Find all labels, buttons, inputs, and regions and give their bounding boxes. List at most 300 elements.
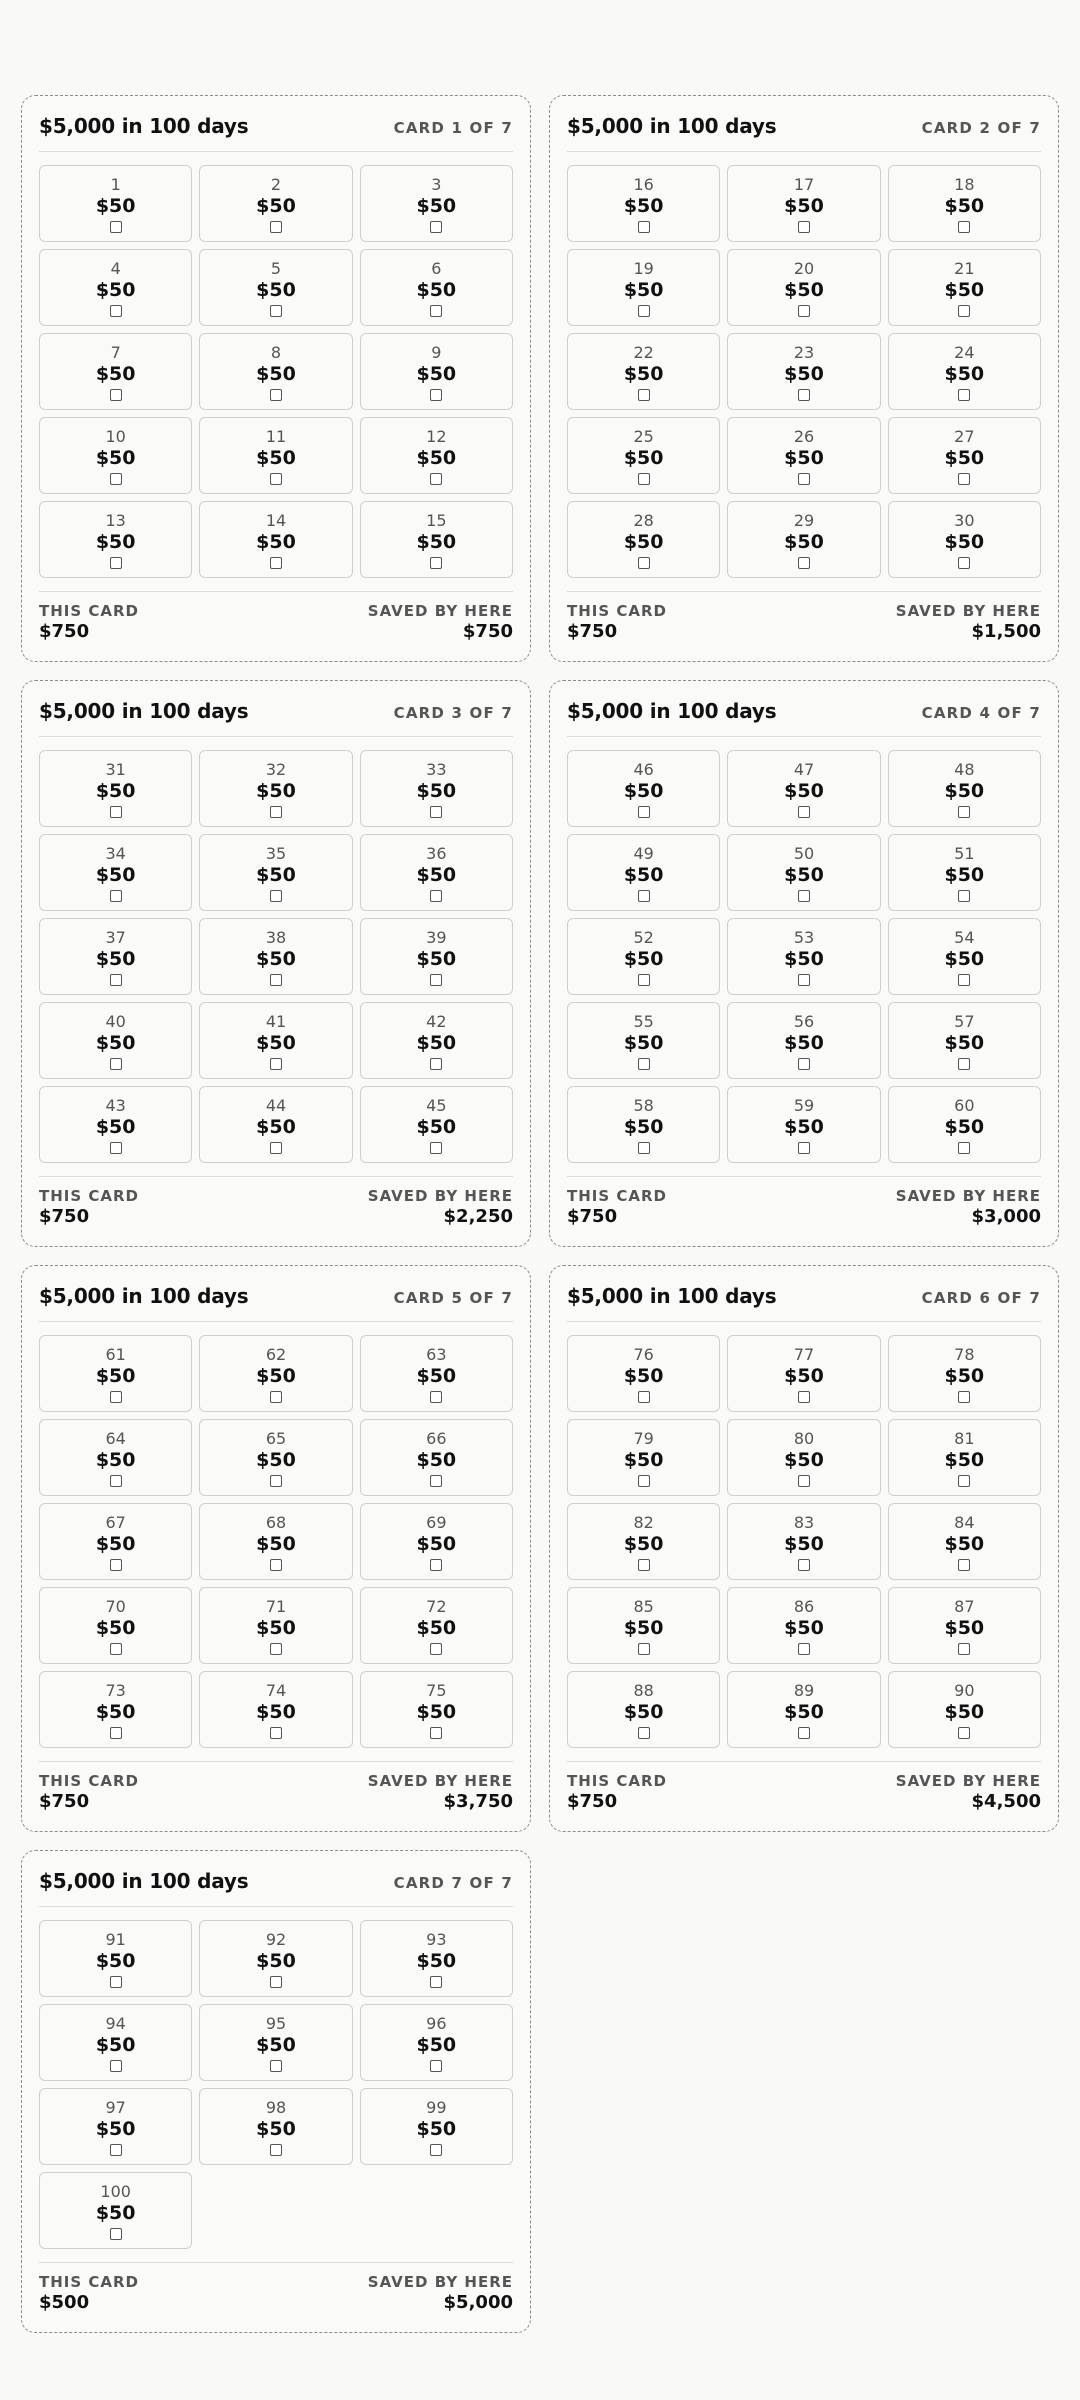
- this-card-label: THIS CARD: [567, 1772, 668, 1790]
- day-checkbox[interactable]: [958, 890, 970, 902]
- day-cell[interactable]: [360, 417, 513, 494]
- day-cell[interactable]: [199, 1920, 352, 1997]
- day-cell[interactable]: [888, 501, 1041, 578]
- day-cell[interactable]: [727, 1419, 880, 1496]
- day-cell[interactable]: [727, 333, 880, 410]
- day-checkbox[interactable]: [270, 1475, 282, 1487]
- day-cell[interactable]: [199, 501, 352, 578]
- day-checkbox[interactable]: [110, 305, 122, 317]
- day-cell[interactable]: [360, 1002, 513, 1079]
- day-cell[interactable]: [567, 750, 720, 827]
- day-grid: [39, 1335, 513, 1748]
- day-cell[interactable]: [360, 1419, 513, 1496]
- day-cell[interactable]: [567, 1587, 720, 1664]
- day-number: 34: [105, 843, 126, 863]
- day-checkbox[interactable]: [958, 1475, 970, 1487]
- day-amount: $50: [416, 1448, 457, 1471]
- day-number: 50: [793, 843, 815, 863]
- day-cell[interactable]: [360, 501, 513, 578]
- card-title: $5,000 in 100 days: [39, 1869, 249, 1893]
- day-checkbox[interactable]: [110, 1727, 122, 1739]
- day-cell[interactable]: [888, 1671, 1041, 1748]
- saved-by-here-value: $5,000: [443, 2292, 513, 2313]
- day-cell[interactable]: [360, 333, 513, 410]
- day-number: 86: [793, 1596, 815, 1616]
- day-cell[interactable]: [888, 1335, 1041, 1412]
- day-cell[interactable]: [888, 249, 1041, 326]
- day-cell[interactable]: [727, 1503, 880, 1580]
- day-checkbox[interactable]: [430, 1391, 442, 1403]
- day-amount: $50: [784, 362, 824, 385]
- day-cell[interactable]: [888, 1503, 1041, 1580]
- day-cell[interactable]: [360, 1335, 513, 1412]
- card-number-label: CARD 5 OF 7: [393, 1289, 513, 1307]
- day-cell[interactable]: [567, 333, 720, 410]
- day-checkbox[interactable]: [430, 473, 442, 485]
- day-checkbox[interactable]: [958, 1559, 970, 1571]
- day-cell[interactable]: [727, 1671, 880, 1748]
- day-checkbox[interactable]: [798, 974, 810, 986]
- this-card-total: [567, 1771, 667, 1813]
- card-header: [39, 1284, 513, 1322]
- day-cell[interactable]: [360, 1086, 513, 1163]
- day-cell[interactable]: [727, 1086, 880, 1163]
- day-checkbox[interactable]: [958, 557, 970, 569]
- day-checkbox[interactable]: [638, 1058, 650, 1070]
- day-checkbox[interactable]: [270, 389, 282, 401]
- this-card-total: [39, 601, 139, 643]
- day-amount: $50: [623, 530, 664, 553]
- saved-by-here-value: $1,500: [971, 621, 1041, 642]
- day-amount: $50: [784, 1364, 824, 1387]
- day-amount: $50: [416, 1700, 457, 1723]
- day-checkbox[interactable]: [958, 389, 970, 401]
- day-number: 52: [633, 927, 654, 947]
- day-amount: $50: [416, 1532, 457, 1555]
- day-number: 65: [265, 1428, 287, 1448]
- day-cell[interactable]: [727, 417, 880, 494]
- day-cell[interactable]: [360, 165, 513, 242]
- day-checkbox[interactable]: [638, 1727, 650, 1739]
- day-amount: $50: [95, 779, 136, 802]
- day-checkbox[interactable]: [638, 890, 650, 902]
- day-amount: $50: [256, 194, 296, 217]
- day-cell[interactable]: [567, 834, 720, 911]
- day-number: 4: [110, 258, 121, 278]
- day-cell[interactable]: [888, 750, 1041, 827]
- day-cell[interactable]: [199, 333, 352, 410]
- day-checkbox[interactable]: [958, 1142, 970, 1154]
- day-number: 7: [110, 342, 121, 362]
- saved-by-here-value: $3,000: [971, 1206, 1041, 1227]
- day-checkbox[interactable]: [798, 1727, 810, 1739]
- day-amount: $50: [416, 530, 457, 553]
- day-checkbox[interactable]: [638, 557, 650, 569]
- card-title: $5,000 in 100 days: [39, 1284, 249, 1308]
- day-number: 91: [105, 1929, 126, 1949]
- day-number: 63: [426, 1344, 447, 1364]
- day-number: 70: [105, 1596, 126, 1616]
- day-cell[interactable]: [39, 2172, 192, 2249]
- day-cell[interactable]: [199, 417, 352, 494]
- day-checkbox[interactable]: [798, 221, 810, 233]
- day-checkbox[interactable]: [110, 1142, 122, 1154]
- saved-by-here-total: [368, 1186, 513, 1228]
- day-number: 31: [105, 759, 126, 779]
- day-cell[interactable]: [199, 1587, 352, 1664]
- day-cell[interactable]: [888, 333, 1041, 410]
- day-cell[interactable]: [39, 1671, 192, 1748]
- day-amount: $50: [623, 278, 664, 301]
- day-number: 32: [265, 759, 287, 779]
- day-cell[interactable]: [39, 2004, 192, 2081]
- day-checkbox[interactable]: [958, 221, 970, 233]
- day-checkbox[interactable]: [638, 473, 650, 485]
- day-cell[interactable]: [199, 834, 352, 911]
- day-checkbox[interactable]: [958, 1058, 970, 1070]
- day-checkbox[interactable]: [110, 1559, 122, 1571]
- day-amount: $50: [623, 863, 664, 886]
- day-checkbox[interactable]: [430, 1475, 442, 1487]
- day-checkbox[interactable]: [638, 974, 650, 986]
- day-checkbox[interactable]: [798, 1559, 810, 1571]
- day-cell[interactable]: [360, 1920, 513, 1997]
- day-checkbox[interactable]: [270, 221, 282, 233]
- day-number: 38: [265, 927, 287, 947]
- day-cell[interactable]: [888, 918, 1041, 995]
- day-number: 44: [265, 1095, 287, 1115]
- day-checkbox[interactable]: [110, 473, 122, 485]
- day-amount: $50: [95, 863, 136, 886]
- day-number: 77: [793, 1344, 815, 1364]
- day-amount: $50: [95, 1031, 136, 1054]
- day-checkbox[interactable]: [270, 2060, 282, 2072]
- day-checkbox[interactable]: [270, 806, 282, 818]
- day-checkbox[interactable]: [270, 1058, 282, 1070]
- day-number: 28: [633, 510, 654, 530]
- day-checkbox[interactable]: [270, 473, 282, 485]
- day-checkbox[interactable]: [110, 974, 122, 986]
- day-checkbox[interactable]: [430, 221, 442, 233]
- day-checkbox[interactable]: [430, 806, 442, 818]
- day-amount: $50: [784, 1532, 824, 1555]
- day-cell[interactable]: [39, 333, 192, 410]
- day-checkbox[interactable]: [958, 1391, 970, 1403]
- day-cell[interactable]: [199, 750, 352, 827]
- day-checkbox[interactable]: [798, 806, 810, 818]
- day-amount: $50: [95, 1448, 136, 1471]
- day-checkbox[interactable]: [798, 389, 810, 401]
- day-cell[interactable]: [567, 165, 720, 242]
- day-cell[interactable]: [727, 834, 880, 911]
- day-amount: $50: [944, 530, 985, 553]
- day-checkbox[interactable]: [798, 890, 810, 902]
- day-cell[interactable]: [39, 1587, 192, 1664]
- day-checkbox[interactable]: [270, 557, 282, 569]
- day-cell[interactable]: [39, 1002, 192, 1079]
- day-checkbox[interactable]: [270, 1727, 282, 1739]
- day-number: 9: [431, 342, 442, 362]
- day-cell[interactable]: [39, 249, 192, 326]
- day-checkbox[interactable]: [798, 1475, 810, 1487]
- day-cell[interactable]: [888, 417, 1041, 494]
- day-cell[interactable]: [39, 501, 192, 578]
- day-cell[interactable]: [727, 165, 880, 242]
- day-amount: $50: [623, 362, 664, 385]
- day-amount: $50: [784, 1031, 824, 1054]
- day-number: 62: [265, 1344, 287, 1364]
- day-cell[interactable]: [199, 1335, 352, 1412]
- day-cell[interactable]: [888, 165, 1041, 242]
- day-number: 12: [426, 426, 447, 446]
- day-checkbox[interactable]: [270, 1559, 282, 1571]
- day-checkbox[interactable]: [430, 1142, 442, 1154]
- day-amount: $50: [944, 278, 985, 301]
- day-cell[interactable]: [39, 1086, 192, 1163]
- day-checkbox[interactable]: [638, 1475, 650, 1487]
- day-checkbox[interactable]: [430, 389, 442, 401]
- day-cell[interactable]: [199, 2004, 352, 2081]
- day-cell[interactable]: [567, 417, 720, 494]
- saved-by-here-label: SAVED BY HERE: [895, 1187, 1041, 1205]
- day-cell[interactable]: [199, 1503, 352, 1580]
- day-amount: $50: [95, 1949, 136, 1972]
- day-cell[interactable]: [888, 1086, 1041, 1163]
- day-number: 39: [426, 927, 447, 947]
- day-cell[interactable]: [360, 249, 513, 326]
- day-amount: $50: [256, 530, 296, 553]
- day-number: 80: [793, 1428, 815, 1448]
- day-cell[interactable]: [888, 1587, 1041, 1664]
- day-checkbox[interactable]: [638, 806, 650, 818]
- day-cell[interactable]: [39, 1335, 192, 1412]
- day-checkbox[interactable]: [638, 1142, 650, 1154]
- day-amount: $50: [784, 1115, 824, 1138]
- this-card-value: $750: [39, 621, 90, 642]
- day-amount: $50: [256, 779, 296, 802]
- day-cell[interactable]: [888, 1002, 1041, 1079]
- saved-by-here-total: [368, 1771, 513, 1813]
- day-number: 72: [426, 1596, 447, 1616]
- day-amount: $50: [944, 194, 985, 217]
- day-cell[interactable]: [199, 1671, 352, 1748]
- day-checkbox[interactable]: [270, 1391, 282, 1403]
- day-checkbox[interactable]: [110, 2060, 122, 2072]
- saved-by-here-value: $4,500: [971, 1791, 1041, 1812]
- day-cell[interactable]: [360, 2004, 513, 2081]
- day-checkbox[interactable]: [638, 1391, 650, 1403]
- day-amount: $50: [256, 1115, 296, 1138]
- day-checkbox[interactable]: [110, 557, 122, 569]
- day-cell[interactable]: [360, 918, 513, 995]
- day-cell[interactable]: [199, 1086, 352, 1163]
- day-checkbox[interactable]: [798, 473, 810, 485]
- day-checkbox[interactable]: [430, 557, 442, 569]
- day-cell[interactable]: [39, 834, 192, 911]
- day-cell[interactable]: [39, 1419, 192, 1496]
- day-amount: $50: [95, 446, 136, 469]
- day-grid: [39, 165, 513, 578]
- day-checkbox[interactable]: [110, 389, 122, 401]
- saved-by-here-label: SAVED BY HERE: [367, 1772, 513, 1790]
- day-number: 96: [426, 2013, 447, 2033]
- this-card-label: THIS CARD: [39, 1772, 140, 1790]
- day-checkbox[interactable]: [798, 305, 810, 317]
- day-checkbox[interactable]: [798, 1643, 810, 1655]
- day-checkbox[interactable]: [958, 473, 970, 485]
- day-amount: $50: [944, 1115, 985, 1138]
- day-checkbox[interactable]: [110, 1976, 122, 1988]
- day-cell[interactable]: [39, 918, 192, 995]
- day-cell[interactable]: [567, 918, 720, 995]
- day-cell[interactable]: [567, 501, 720, 578]
- day-cell[interactable]: [727, 501, 880, 578]
- day-cell[interactable]: [360, 834, 513, 911]
- this-card-value: $750: [39, 1206, 90, 1227]
- day-checkbox[interactable]: [638, 1643, 650, 1655]
- day-cell[interactable]: [727, 1335, 880, 1412]
- day-number: 22: [633, 342, 654, 362]
- day-checkbox[interactable]: [430, 1643, 442, 1655]
- day-checkbox[interactable]: [110, 1643, 122, 1655]
- day-checkbox[interactable]: [958, 806, 970, 818]
- day-cell[interactable]: [39, 1920, 192, 1997]
- day-amount: $50: [623, 1700, 664, 1723]
- day-number: 78: [954, 1344, 975, 1364]
- day-checkbox[interactable]: [430, 1559, 442, 1571]
- day-checkbox[interactable]: [110, 806, 122, 818]
- day-amount: $50: [95, 1616, 136, 1639]
- day-checkbox[interactable]: [270, 1976, 282, 1988]
- day-checkbox[interactable]: [430, 1976, 442, 1988]
- day-cell[interactable]: [360, 1503, 513, 1580]
- day-cell[interactable]: [39, 1503, 192, 1580]
- day-cell[interactable]: [39, 750, 192, 827]
- day-cell[interactable]: [567, 1419, 720, 1496]
- day-amount: $50: [784, 1616, 824, 1639]
- day-cell[interactable]: [39, 2088, 192, 2165]
- day-checkbox[interactable]: [430, 2060, 442, 2072]
- day-checkbox[interactable]: [958, 1643, 970, 1655]
- day-cell[interactable]: [567, 249, 720, 326]
- day-checkbox[interactable]: [430, 974, 442, 986]
- day-number: 37: [105, 927, 126, 947]
- day-checkbox[interactable]: [270, 305, 282, 317]
- day-cell[interactable]: [360, 2088, 513, 2165]
- day-cell[interactable]: [567, 1503, 720, 1580]
- day-cell[interactable]: [199, 1419, 352, 1496]
- day-number: 95: [265, 2013, 287, 2033]
- day-checkbox[interactable]: [958, 1727, 970, 1739]
- day-checkbox[interactable]: [958, 974, 970, 986]
- day-checkbox[interactable]: [430, 1058, 442, 1070]
- day-number: 29: [793, 510, 815, 530]
- day-checkbox[interactable]: [798, 1142, 810, 1154]
- day-checkbox[interactable]: [430, 1727, 442, 1739]
- day-cell[interactable]: [360, 1587, 513, 1664]
- day-cell[interactable]: [567, 1002, 720, 1079]
- day-cell[interactable]: [567, 1335, 720, 1412]
- day-cell[interactable]: [199, 1002, 352, 1079]
- day-checkbox[interactable]: [798, 1391, 810, 1403]
- day-cell[interactable]: [199, 249, 352, 326]
- day-checkbox[interactable]: [638, 1559, 650, 1571]
- day-number: 67: [105, 1512, 126, 1532]
- savings-card: [21, 95, 531, 662]
- day-checkbox[interactable]: [798, 1058, 810, 1070]
- day-checkbox[interactable]: [430, 890, 442, 902]
- day-number: 76: [633, 1344, 654, 1364]
- day-cell[interactable]: [39, 417, 192, 494]
- day-checkbox[interactable]: [110, 2144, 122, 2156]
- day-amount: $50: [95, 278, 136, 301]
- day-checkbox[interactable]: [638, 221, 650, 233]
- saved-by-here-label: SAVED BY HERE: [895, 602, 1041, 620]
- day-cell[interactable]: [567, 1671, 720, 1748]
- day-checkbox[interactable]: [270, 1643, 282, 1655]
- day-number: 48: [954, 759, 975, 779]
- day-checkbox[interactable]: [270, 890, 282, 902]
- day-checkbox[interactable]: [110, 221, 122, 233]
- this-card-value: $750: [39, 1791, 90, 1812]
- day-cell[interactable]: [360, 1671, 513, 1748]
- day-cell[interactable]: [199, 918, 352, 995]
- day-cell[interactable]: [199, 165, 352, 242]
- day-cell[interactable]: [888, 834, 1041, 911]
- day-checkbox[interactable]: [638, 389, 650, 401]
- day-cell[interactable]: [888, 1419, 1041, 1496]
- day-cell[interactable]: [199, 2088, 352, 2165]
- day-amount: $50: [623, 194, 664, 217]
- day-cell[interactable]: [360, 750, 513, 827]
- day-checkbox[interactable]: [270, 974, 282, 986]
- day-cell[interactable]: [567, 1086, 720, 1163]
- this-card-total: [39, 2272, 139, 2314]
- day-checkbox[interactable]: [110, 1475, 122, 1487]
- day-checkbox[interactable]: [110, 1391, 122, 1403]
- day-number: 61: [105, 1344, 126, 1364]
- day-amount: $50: [256, 863, 296, 886]
- day-checkbox[interactable]: [430, 305, 442, 317]
- day-checkbox[interactable]: [798, 557, 810, 569]
- day-cell[interactable]: [727, 918, 880, 995]
- this-card-total: [39, 1771, 139, 1813]
- day-checkbox[interactable]: [110, 890, 122, 902]
- day-checkbox[interactable]: [430, 2144, 442, 2156]
- day-number: 16: [633, 174, 654, 194]
- day-checkbox[interactable]: [270, 1142, 282, 1154]
- day-amount: $50: [95, 2117, 136, 2140]
- day-amount: $50: [784, 446, 824, 469]
- day-amount: $50: [623, 947, 664, 970]
- day-cell[interactable]: [39, 165, 192, 242]
- day-amount: $50: [256, 1949, 296, 1972]
- day-amount: $50: [944, 1031, 985, 1054]
- day-checkbox[interactable]: [638, 305, 650, 317]
- day-checkbox[interactable]: [110, 1058, 122, 1070]
- day-cell[interactable]: [727, 750, 880, 827]
- day-checkbox[interactable]: [958, 305, 970, 317]
- day-cell[interactable]: [727, 1002, 880, 1079]
- card-title: $5,000 in 100 days: [567, 1284, 777, 1308]
- day-checkbox[interactable]: [270, 2144, 282, 2156]
- day-checkbox[interactable]: [110, 2228, 122, 2240]
- day-cell[interactable]: [727, 1587, 880, 1664]
- day-amount: $50: [784, 278, 824, 301]
- day-cell[interactable]: [727, 249, 880, 326]
- day-number: 11: [265, 426, 287, 446]
- card-header: [567, 114, 1041, 152]
